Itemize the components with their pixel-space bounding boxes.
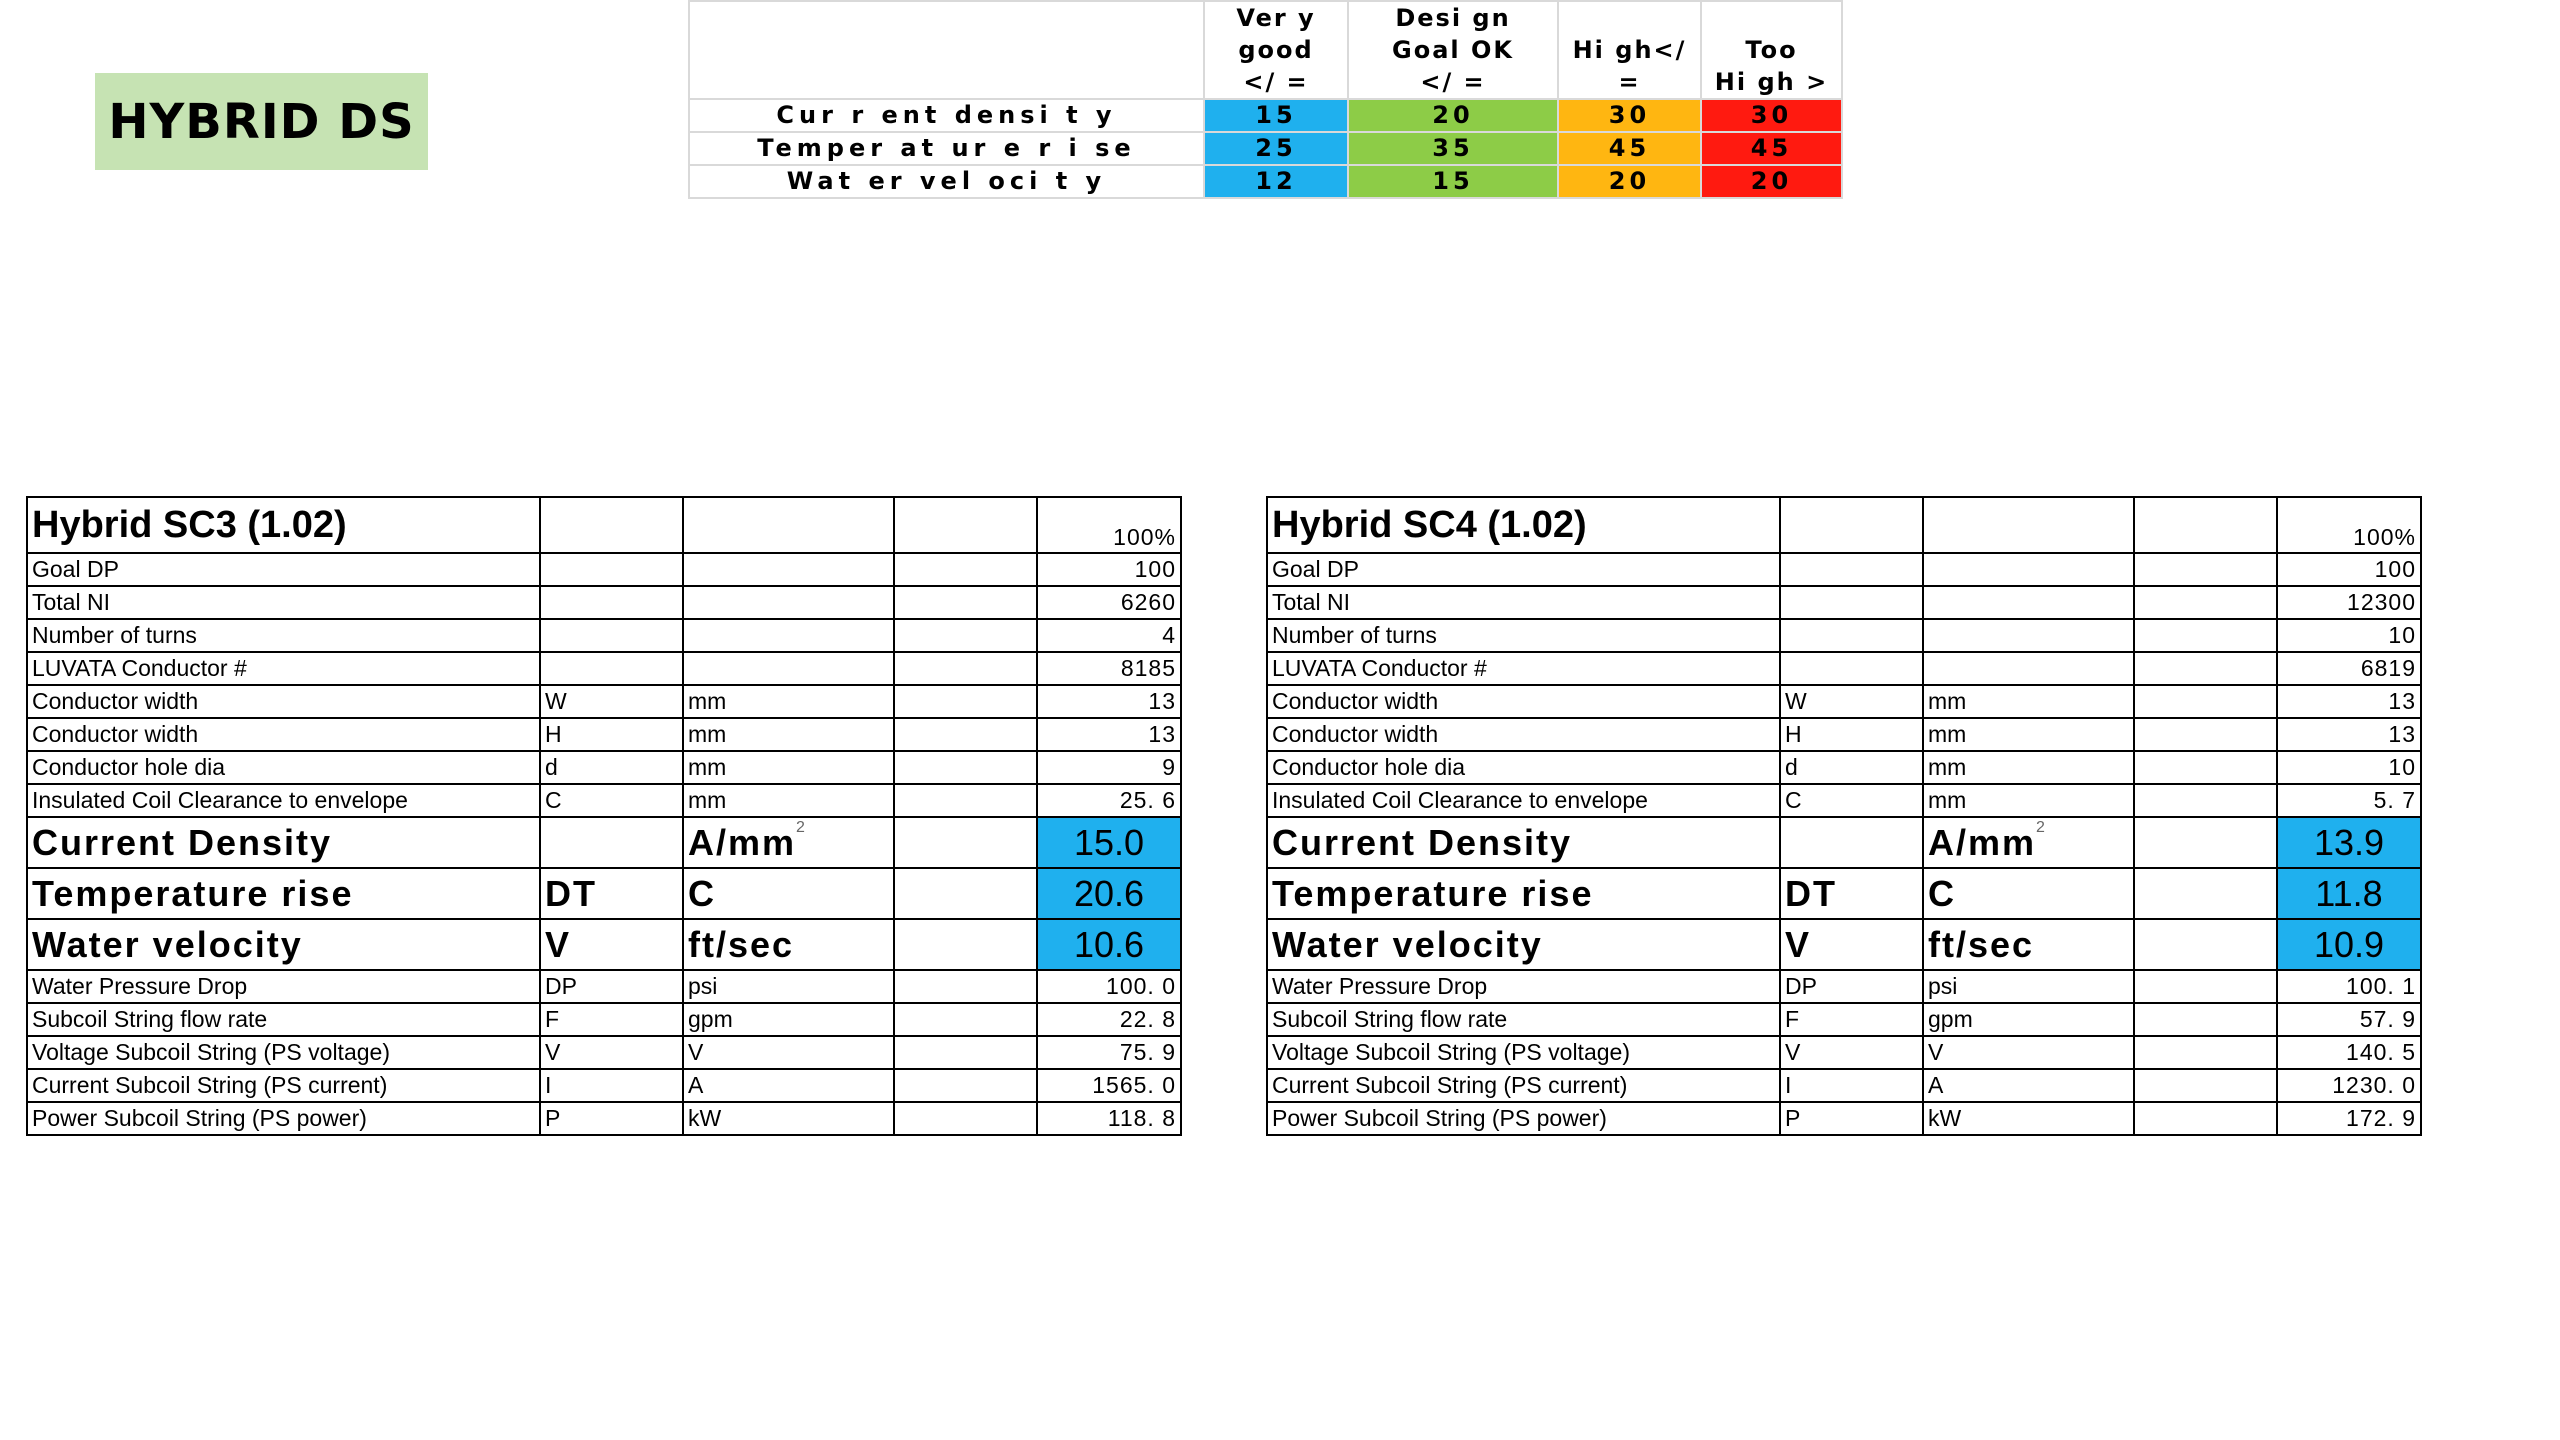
sheet-row: Conductor hole dia d mm 9 bbox=[27, 751, 1181, 784]
legend-cell-design-ok: 20 bbox=[1348, 99, 1558, 132]
sheet-row: Conductor hole dia d mm 10 bbox=[1267, 751, 2421, 784]
sheet-big-row-water-velocity: Water velocity V ft/sec 10.9 bbox=[1267, 919, 2421, 970]
sheet-row: Number of turns 4 bbox=[27, 619, 1181, 652]
sheet-row: Subcoil String flow rate F gpm 22. 8 bbox=[27, 1003, 1181, 1036]
sheet-row: Water Pressure Drop DP psi 100. 1 bbox=[1267, 970, 2421, 1003]
sheet-row: Conductor width W mm 13 bbox=[1267, 685, 2421, 718]
sheet-row: Total NI 12300 bbox=[1267, 586, 2421, 619]
sheet-row: Power Subcoil String (PS power) P kW 118. 8 bbox=[27, 1102, 1181, 1135]
water-velocity-value: 10.6 bbox=[1037, 919, 1181, 970]
legend-cell-design-ok: 15 bbox=[1348, 165, 1558, 198]
legend-header-too-high: Too Hi gh > bbox=[1701, 1, 1842, 99]
hybrid-ds-badge: HYBRID DS bbox=[95, 73, 428, 170]
legend-cell-high: 20 bbox=[1558, 165, 1701, 198]
sheet-row: Conductor width H mm 13 bbox=[27, 718, 1181, 751]
legend-row-label: Temper at ur e r i se bbox=[689, 132, 1204, 165]
sheet-sc3 bbox=[26, 496, 1182, 1136]
sheet-sc4 bbox=[1266, 496, 2422, 1136]
legend-header-design-ok: Desi gn Goal OK </ = bbox=[1348, 1, 1558, 99]
sheet-row: Number of turns 10 bbox=[1267, 619, 2421, 652]
legend-header-very-good: Ver y good </ = bbox=[1204, 1, 1348, 99]
sheet-row: LUVATA Conductor # 6819 bbox=[1267, 652, 2421, 685]
sheet-big-row-temperature-rise: Temperature rise DT C 20.6 bbox=[27, 868, 1181, 919]
sheet-title: Hybrid SC4 (1.02) bbox=[1267, 497, 1780, 553]
legend-row-temperature-rise bbox=[689, 132, 1842, 165]
sheet-big-row-water-velocity: Water velocity V ft/sec 10.6 bbox=[27, 919, 1181, 970]
sheet-row: Goal DP 100 bbox=[27, 553, 1181, 586]
legend-row-water-velocity bbox=[689, 165, 1842, 198]
sheet-percent: 100% bbox=[2277, 497, 2421, 553]
sheet-row: Voltage Subcoil String (PS voltage) V V 140. 5 bbox=[1267, 1036, 2421, 1069]
legend-cell-design-ok: 35 bbox=[1348, 132, 1558, 165]
sheet-row: Conductor width W mm 13 bbox=[27, 685, 1181, 718]
sheet-row: Power Subcoil String (PS power) P kW 172. 9 bbox=[1267, 1102, 2421, 1135]
legend-cell-too-high: 45 bbox=[1701, 132, 1842, 165]
current-density-value: 13.9 bbox=[2277, 817, 2421, 868]
sheet-row: Insulated Coil Clearance to envelope C mm 25. 6 bbox=[27, 784, 1181, 817]
legend-cell-very-good: 12 bbox=[1204, 165, 1348, 198]
sheet-title: Hybrid SC3 (1.02) bbox=[27, 497, 540, 553]
sheet-row: Conductor width H mm 13 bbox=[1267, 718, 2421, 751]
sheet-row: Water Pressure Drop DP psi 100. 0 bbox=[27, 970, 1181, 1003]
temperature-rise-value: 20.6 bbox=[1037, 868, 1181, 919]
sheet-row: Total NI 6260 bbox=[27, 586, 1181, 619]
legend-row-current-density bbox=[689, 99, 1842, 132]
sheet-big-row-current-density: Current Density $A/mm^2$ 15.0 bbox=[27, 817, 1181, 868]
legend-cell-too-high: 20 bbox=[1701, 165, 1842, 198]
legend-cell-too-high: 30 bbox=[1701, 99, 1842, 132]
sheet-row: Insulated Coil Clearance to envelope C mm 5. 7 bbox=[1267, 784, 2421, 817]
legend-cell-high: 45 bbox=[1558, 132, 1701, 165]
sheet-percent: 100% bbox=[1037, 497, 1181, 553]
sheet-row: Current Subcoil String (PS current) I A 1230. 0 bbox=[1267, 1069, 2421, 1102]
sheet-row: Subcoil String flow rate F gpm 57. 9 bbox=[1267, 1003, 2421, 1036]
sheet-big-row-temperature-rise: Temperature rise DT C 11.8 bbox=[1267, 868, 2421, 919]
sheet-row: Current Subcoil String (PS current) I A 1565. 0 bbox=[27, 1069, 1181, 1102]
sheet-big-row-current-density: Current Density $A/mm^2$ 13.9 bbox=[1267, 817, 2421, 868]
current-density-value: 15.0 bbox=[1037, 817, 1181, 868]
sheet-title-row bbox=[27, 497, 1181, 553]
threshold-legend-table bbox=[688, 0, 1843, 199]
sheet-row: Voltage Subcoil String (PS voltage) V V 75. 9 bbox=[27, 1036, 1181, 1069]
legend-row-label: Cur r ent densi t y bbox=[689, 99, 1204, 132]
temperature-rise-value: 11.8 bbox=[2277, 868, 2421, 919]
sheet-title-row bbox=[1267, 497, 2421, 553]
sheet-row: Goal DP 100 bbox=[1267, 553, 2421, 586]
sheet-row: LUVATA Conductor # 8185 bbox=[27, 652, 1181, 685]
legend-cell-very-good: 25 bbox=[1204, 132, 1348, 165]
legend-row-label: Wat er vel oci t y bbox=[689, 165, 1204, 198]
legend-header-high: Hi gh</ = bbox=[1558, 1, 1701, 99]
legend-header-row bbox=[689, 1, 1842, 99]
water-velocity-value: 10.9 bbox=[2277, 919, 2421, 970]
legend-header-empty bbox=[689, 1, 1204, 99]
legend-cell-high: 30 bbox=[1558, 99, 1701, 132]
legend-cell-very-good: 15 bbox=[1204, 99, 1348, 132]
